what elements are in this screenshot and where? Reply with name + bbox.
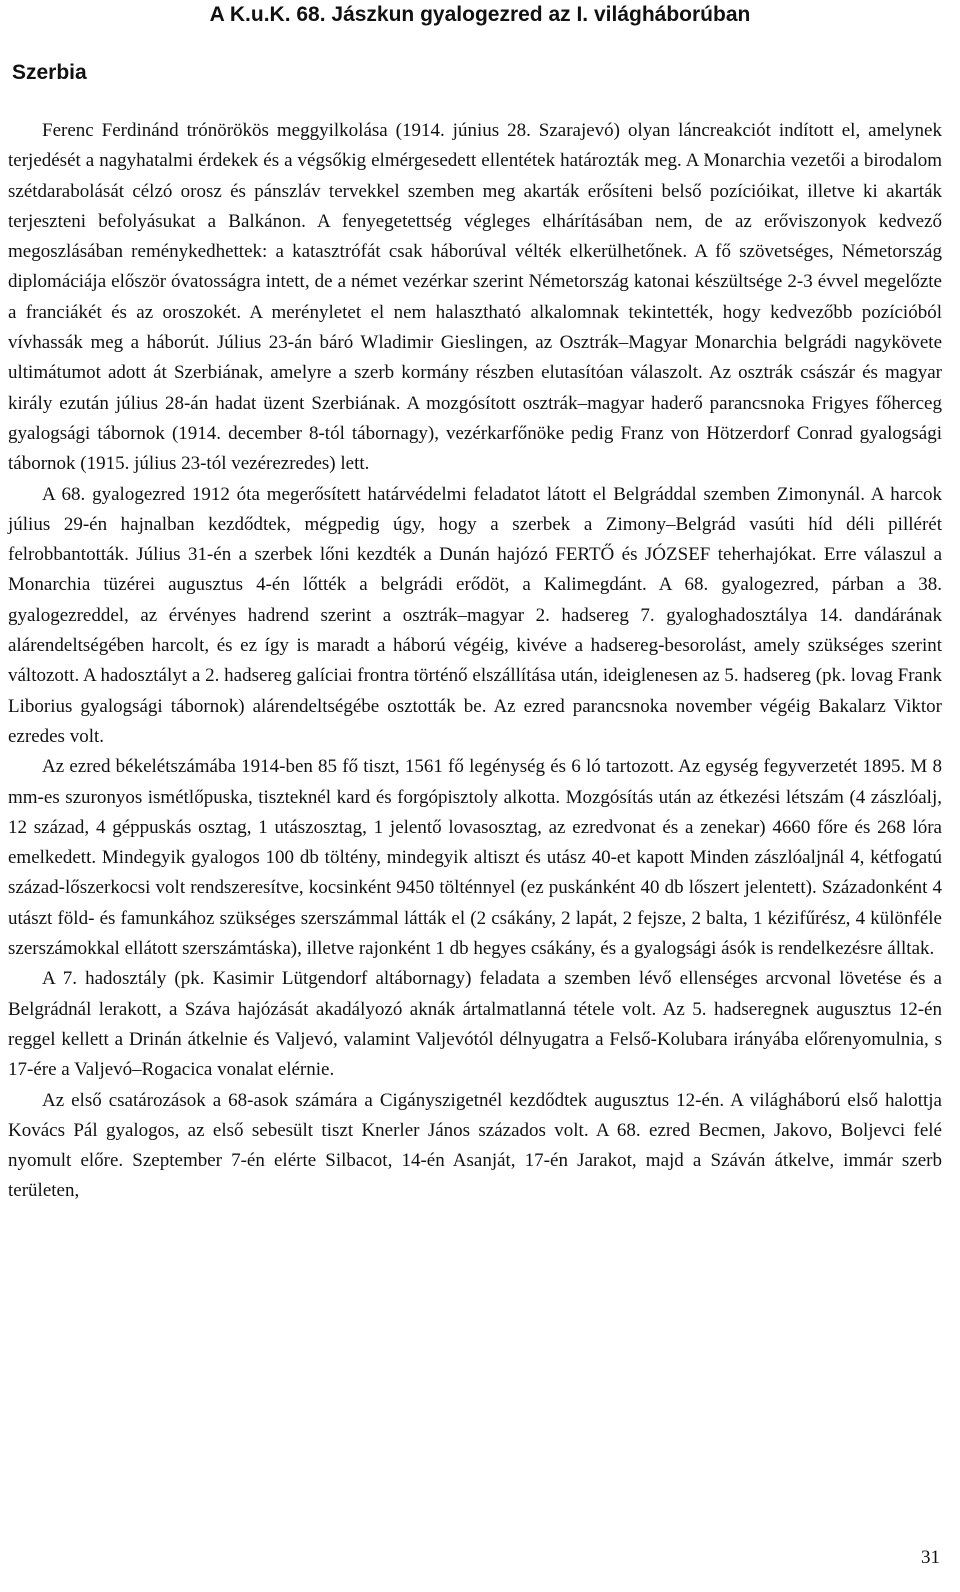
paragraph: Az ezred békelétszámába 1914-ben 85 fő tiszt, 1561 fő legénység és 6 ló tartozott. Az egység fegyverzetét 1895. M 8 mm-es szuronyos ismétlőpuska, tiszteknél kard és forgópisztoly alkotta. Mozgósítás után az étkezési létszám (4 zászlóalj, 12 század, 4 géppuskás osztag, 1 utászosztag, 1 jelentő lovasosztag, az ezredvonat és a zenekar) 4660 főre és 268 lóra emelkedett. Mindegyik gyalogos 100 db töltény, mindegyik altiszt és utász 40-et kapott Minden zászlóaljnál 4, kétfogatú század-lőszerkocsi volt rendszeresítve, kocsinként 9450 tölténnyel (ez puskánként 40 db lőszert jelentett). Századonként 4 utászt föld- és famunkához szükséges szerszámmal látták el (2 csákány, 2 lapát, 2 fejsze, 2 balta, 1 kézifűrész, 4 különféle szerszámokkal ellátott szerszámtáska), illetve rajonként 1 db hegyes csákány, és a gyalogsági ásók is rendelkezésre álltak. bbox=[8, 756, 942, 960]
document-title: A K.u.K. 68. Jászkun gyalogezred az I. világháborúban bbox=[209, 3, 751, 26]
paragraph: A 7. hadosztály (pk. Kasimir Lütgendorf altábornagy) feladata a szemben lévő ellenséges arcvonal lövetése és a Belgrádnál lerakott, a Száva hajózását akadályozó aknák ártalmatlanná tétele volt. Az 5. hadseregnek augusztus 12-én reggel kellett a Drinán átkelnie és Valjevó, valamint Valjevótól délnyugatra a Felső-Kolubara irányába előrenyomulnia, s 17-ére a Valjevó–Rogacica vonalat elérnie. bbox=[8, 968, 942, 1081]
paragraph: Ferenc Ferdinánd trónörökös meggyilkolása (1914. június 28. Szarajevó) olyan láncreakciót indított el, amelynek terjedését a nagyhatalmi érdekek és a végsőkig elmérgesedett ellentétek határozták meg. A Monarchia vezetői a birodalom szétdarabolását célzó orosz és pánszláv tervekkel szemben meg akarták erősíteni belső pozícióikat, illetve ki akarták terjeszteni befolyásukat a Balkánon. A fenyegetettség végleges elhárításában nem, de az erőviszonyok kedvező megoszlásában reménykedhettek: a katasztrófát csak háborúval vélték elkerülhetőnek. A fő szövetséges, Németország diplomáciája először óvatosságra intett, de a német vezérkar szerint Németország katonai készültsége 2-3 évvel megelőzte a franciákét és az oroszokét. A merényletet el nem halasztható alkalomnak tekintették, hogy kedvezőbb pozícióból vívhassák meg a háborút. Július 23-án báró Wladimir Gieslingen, az Osztrák–Magyar Monarchia belgrádi nagykövete ultimátumot adott át Szerbiának, amelyre a szerb kormány részben elutasítóan válaszolt. Az osztrák császár és magyar király ezután július 28-án hadat üzent Szerbiának. A mozgósított osztrák–magyar haderő parancsnoka Frigyes főherceg gyalogsági tábornok (1914. december 8-tól tábornagy), vezérkarfőnöke pedig Franz von Hötzerdorf Conrad gyalogsági tábornok (1915. július 23-tól vezérezredes) lett. bbox=[8, 120, 942, 475]
page-number: 31 bbox=[921, 1547, 940, 1568]
body-text bbox=[8, 116, 942, 1207]
paragraph: Az első csatározások a 68-asok számára a Cigányszigetnél kezdődtek augusztus 12-én. A világháború első halottja Kovács Pál gyalogos, az első sebesült tiszt Knerler János százados volt. A 68. ezred Becmen, Jakovo, Boljevci felé nyomult előre. Szeptember 7-én elérte Silbacot, 14-én Asanját, 17-én Jarakot, majd a Száván átkelve, immár szerb területen, bbox=[8, 1089, 942, 1202]
section-heading: Szerbia bbox=[12, 61, 87, 84]
paragraph: A 68. gyalogezred 1912 óta megerősített határvédelmi feladatot látott el Belgráddal szemben Zimonynál. A harcok július 29-én hajnalban kezdődtek, mégpedig úgy, hogy a szerbek a Zimony–Belgrád vasúti híd déli pillérét felrobbantották. Július 31-én a szerbek lőni kezdték a Dunán hajózó FERTŐ és JÓZSEF teherhajókat. Erre válaszul a Monarchia tüzérei augusztus 4-én lőtték a belgrádi erődöt, a Kalimegdánt. A 68. gyalogezred, párban a 38. gyalogezreddel, az érvényes hadrend szerint a osztrák–magyar 2. hadsereg 7. gyaloghadosztálya 14. dandárának alárendeltségében harcolt, és ez így is maradt a háború végéig, kivéve a hadsereg-besorolást, amely szükséges szerint változott. A hadosztályt a 2. hadsereg galíciai frontra történő elszállítása után, ideiglenesen az 5. hadsereg (pk. lovag Frank Liborius gyalogsági tábornok) alárendeltségébe osztották be. Az ezred parancsnoka november végéig Bakalarz Viktor ezredes volt. bbox=[8, 483, 942, 747]
